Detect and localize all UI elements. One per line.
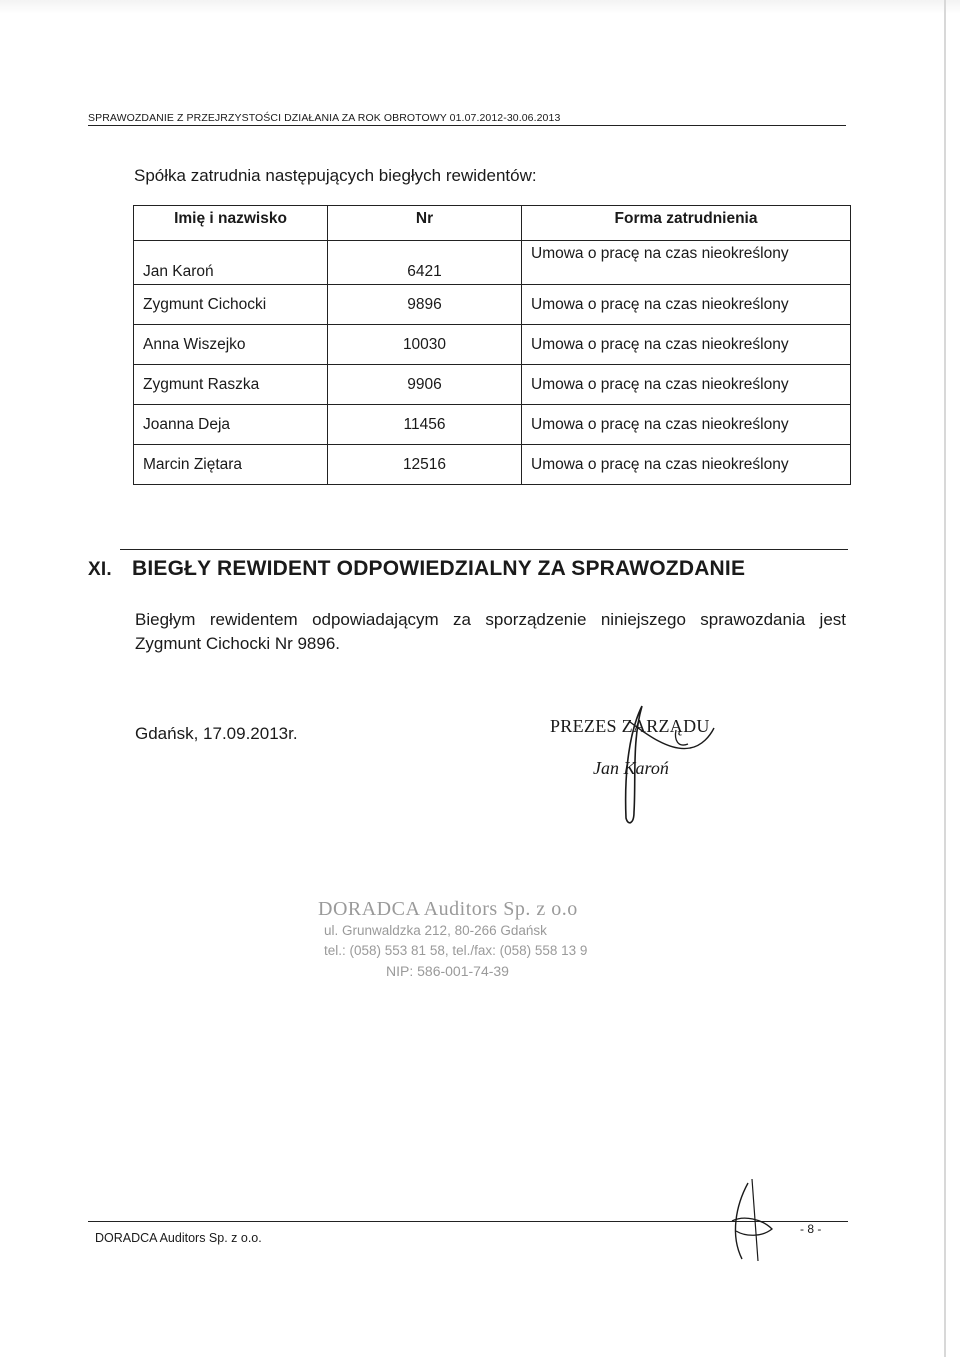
table-row bbox=[134, 405, 851, 445]
report-header: SPRAWOZDANIE Z PRZEJRZYSTOŚCI DZIAŁANIA ZA ROK OBROTOWY 01.07.2012-30.06.2013 bbox=[88, 112, 561, 124]
cell-nr: 9896 bbox=[328, 285, 522, 325]
cell-name: Jan Karoń bbox=[134, 241, 328, 285]
cell-nr: 9906 bbox=[328, 365, 522, 405]
header-divider bbox=[88, 125, 846, 126]
cell-name: Anna Wiszejko bbox=[134, 325, 328, 365]
company-stamp-address: ul. Grunwaldzka 212, 80-266 Gdańsk bbox=[324, 923, 547, 938]
table-row bbox=[134, 241, 851, 285]
cell-form: Umowa o pracę na czas nieokreślony bbox=[522, 285, 851, 325]
table-row bbox=[134, 445, 851, 485]
section-title: BIEGŁY REWIDENT ODPOWIEDZIALNY ZA SPRAWOZDANIE bbox=[132, 557, 746, 580]
section-heading bbox=[88, 557, 745, 581]
column-header-name: Imię i nazwisko bbox=[134, 206, 328, 241]
footer-company: DORADCA Auditors Sp. z o.o. bbox=[95, 1231, 262, 1245]
cell-form: Umowa o pracę na czas nieokreślony bbox=[522, 325, 851, 365]
intro-text: Spółka zatrudnia następujących biegłych rewidentów: bbox=[134, 166, 537, 185]
company-stamp-nip: NIP: 586-001-74-39 bbox=[386, 963, 509, 979]
cell-form: Umowa o pracę na czas nieokreślony bbox=[522, 365, 851, 405]
initials-signature-icon bbox=[722, 1175, 782, 1265]
section-body: Biegłym rewidentem odpowiadającym za sporządzenie niniejszego sprawozdania jest Zygmunt Cichocki Nr 9896. bbox=[135, 610, 846, 653]
table-header-row bbox=[134, 206, 851, 241]
table-row bbox=[134, 365, 851, 405]
cell-nr: 12516 bbox=[328, 445, 522, 485]
page-number: - 8 - bbox=[800, 1222, 822, 1236]
cell-form: Umowa o pracę na czas nieokreślony bbox=[522, 241, 851, 285]
cell-name: Zygmunt Cichocki bbox=[134, 285, 328, 325]
scan-top-edge bbox=[0, 0, 960, 14]
cell-name: Zygmunt Raszka bbox=[134, 365, 328, 405]
column-header-nr: Nr bbox=[328, 206, 522, 241]
cell-name: Marcin Ziętara bbox=[134, 445, 328, 485]
section-number: XI. bbox=[88, 559, 112, 580]
signature-stamp-name: Jan Karoń bbox=[593, 758, 669, 778]
auditors-table bbox=[133, 205, 851, 485]
cell-nr: 6421 bbox=[328, 241, 522, 285]
cell-nr: 10030 bbox=[328, 325, 522, 365]
table-row bbox=[134, 285, 851, 325]
section-divider bbox=[120, 549, 848, 550]
cell-form: Umowa o pracę na czas nieokreślony bbox=[522, 445, 851, 485]
table-row bbox=[134, 325, 851, 365]
company-stamp bbox=[318, 898, 587, 981]
column-header-form: Forma zatrudnienia bbox=[522, 206, 851, 241]
cell-name: Joanna Deja bbox=[134, 405, 328, 445]
company-stamp-name: DORADCA Auditors Sp. z o.o bbox=[318, 898, 578, 920]
handwritten-signature-icon bbox=[590, 700, 730, 830]
cell-nr: 11456 bbox=[328, 405, 522, 445]
company-stamp-phone: tel.: (058) 553 81 58, tel./fax: (058) 558 13 9 bbox=[324, 943, 588, 958]
cell-form: Umowa o pracę na czas nieokreślony bbox=[522, 405, 851, 445]
signature-stamp-title: PREZES ZARZĄDU bbox=[550, 716, 710, 736]
scan-right-edge bbox=[944, 0, 946, 1357]
place-date: Gdańsk, 17.09.2013r. bbox=[135, 724, 298, 743]
